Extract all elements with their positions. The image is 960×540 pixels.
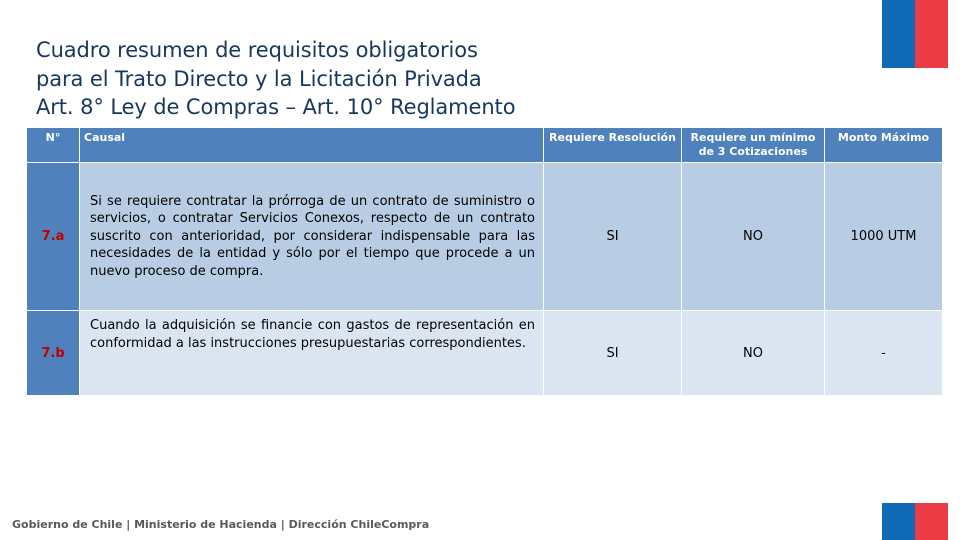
- row-number: 7.a: [27, 163, 80, 311]
- row-resolucion: SI: [544, 311, 682, 396]
- row-resolucion: SI: [544, 163, 682, 311]
- slide-title: [36, 36, 515, 122]
- row-cotizaciones: NO: [682, 311, 825, 396]
- row-monto: -: [825, 311, 943, 396]
- chile-flag-bottom: [882, 503, 948, 540]
- header-monto: Monto Máximo: [825, 128, 943, 163]
- flag-red-stripe: [915, 503, 948, 540]
- table-row: [27, 311, 943, 396]
- flag-red-stripe: [915, 0, 948, 68]
- row-causal: Si se requiere contratar la prórroga de un contrato de suministro o servicios, o contratar Servicios Conexos, respecto de un contrato suscrito con anterioridad, por considerar indispensable para las necesidades de la entidad y sólo por el tiempo que procede a un nuevo proceso de compra.: [80, 163, 544, 311]
- title-line-1: Cuadro resumen de requisitos obligatorios: [36, 38, 478, 62]
- row-number: 7.b: [27, 311, 80, 396]
- flag-blue-stripe: [882, 0, 915, 68]
- title-line-3: Art. 8° Ley de Compras – Art. 10° Reglamento: [36, 95, 516, 119]
- title-line-2: para el Trato Directo y la Licitación Privada: [36, 66, 482, 91]
- row-monto: 1000 UTM: [825, 163, 943, 311]
- row-causal: Cuando la adquisición se financie con gastos de representación en conformidad a las instrucciones presupuestarias correspondientes.: [80, 311, 544, 396]
- header-resolucion: Requiere Resolución: [544, 128, 682, 163]
- header-num: N°: [27, 128, 80, 163]
- header-causal: Causal: [80, 128, 544, 163]
- row-cotizaciones: NO: [682, 163, 825, 311]
- header-cotizaciones: Requiere un mínimo de 3 Cotizaciones: [682, 128, 825, 163]
- table-header-row: [27, 128, 943, 163]
- table-row: [27, 163, 943, 311]
- chile-flag-top: [882, 0, 948, 68]
- footer-credits: Gobierno de Chile | Ministerio de Hacienda | Dirección ChileCompra: [12, 518, 430, 531]
- requirements-table: [26, 127, 943, 396]
- flag-blue-stripe: [882, 503, 915, 540]
